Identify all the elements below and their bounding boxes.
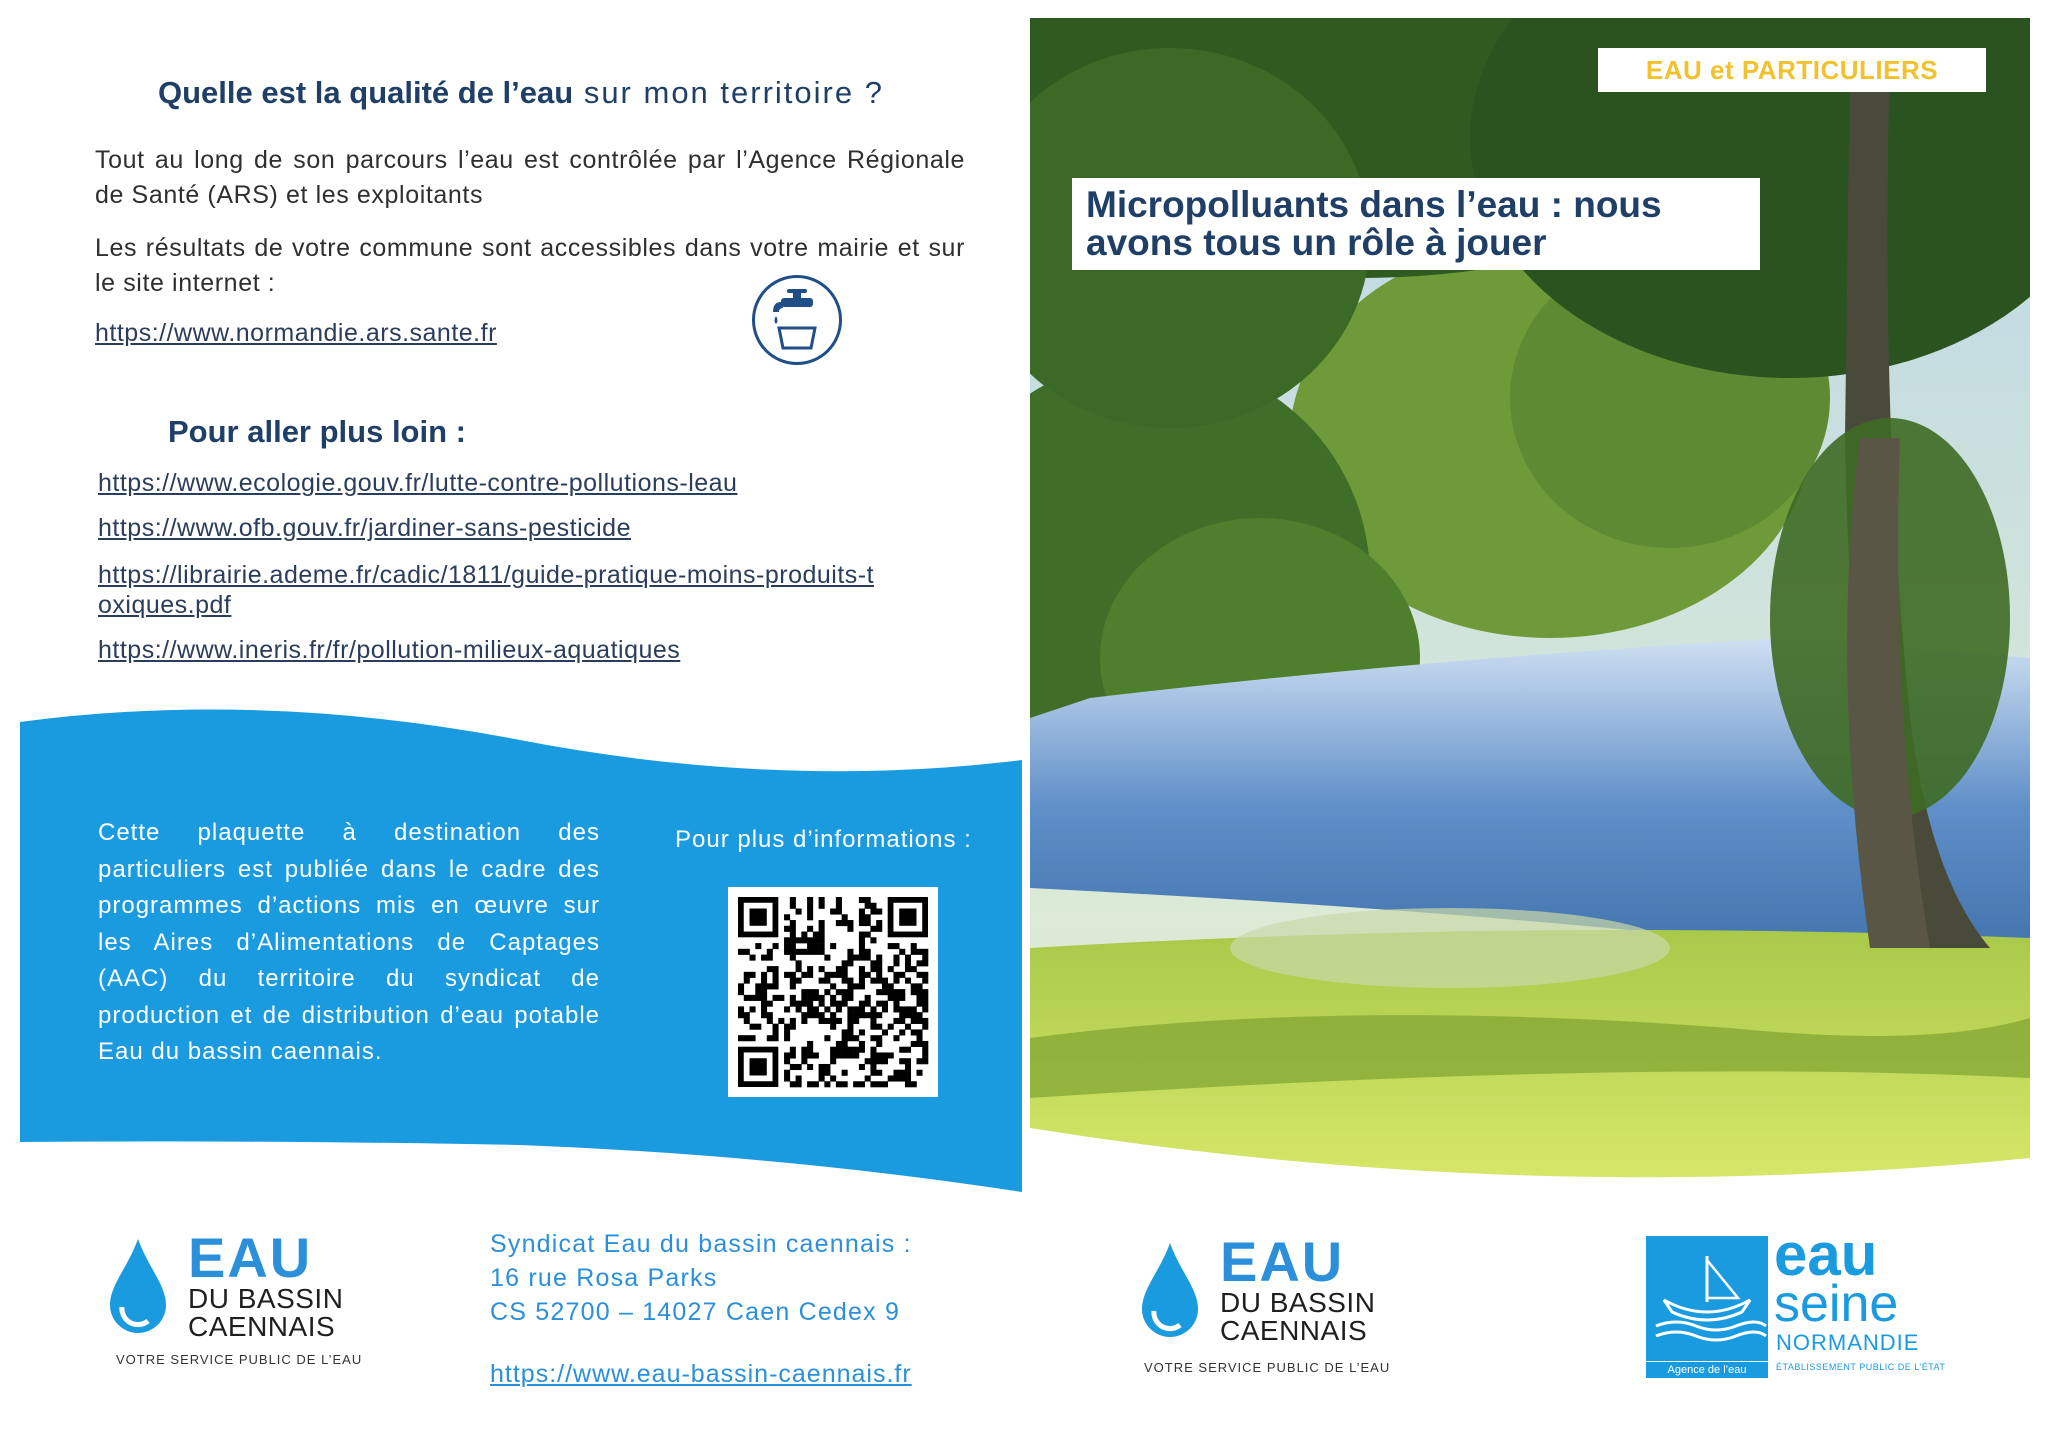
quality-heading-rest: sur mon territoire ? <box>573 75 884 110</box>
address-line1: Syndicat Eau du bassin caennais : <box>490 1230 912 1258</box>
further-heading: Pour aller plus loin : <box>168 414 466 449</box>
eau-seine-normandie-logo <box>1646 1221 1946 1381</box>
eau-bassin-caennais-logo <box>108 1226 428 1372</box>
more-info-label: Pour plus d’informations : <box>675 826 972 853</box>
address-line2: 16 rue Rosa Parks <box>490 1264 718 1292</box>
ars-link[interactable]: https://www.normandie.ars.sante.fr <box>95 319 497 347</box>
logo-eau-text: EAU <box>1220 1230 1345 1293</box>
results-paragraph: Les résultats de votre commune sont accessibles dans votre mairie et sur le site internet : <box>95 234 965 297</box>
logo-tagline: VOTRE SERVICE PUBLIC DE L’EAU <box>1144 1360 1391 1375</box>
cover-title <box>1072 178 1760 270</box>
ineris-link[interactable]: https://www.ineris.fr/fr/pollution-milieux-aquatiques <box>98 636 681 664</box>
logo-line2: DU BASSIN <box>1220 1287 1376 1318</box>
quality-heading <box>158 75 988 111</box>
esn-seine: seine <box>1774 1275 1899 1333</box>
esn-etab: ÉTABLISSEMENT PUBLIC DE L’ÉTAT <box>1776 1362 1946 1372</box>
water-drop-icon <box>108 1237 168 1337</box>
cover-title-line2: avons tous un rôle à jouer <box>1086 222 1547 263</box>
logo-eau-text: EAU <box>188 1226 313 1289</box>
water-tap-icon <box>752 275 842 365</box>
logo-line2: DU BASSIN <box>188 1283 344 1314</box>
address-line3: CS 52700 – 14027 Caen Cedex 9 <box>490 1298 901 1326</box>
agence-label: Agence de l’eau <box>1646 1362 1768 1378</box>
eau-bassin-caennais-logo-cover <box>1140 1230 1460 1366</box>
cover-photo <box>1030 18 2030 1188</box>
cover-title-line1: Micropolluants dans l’eau : nous <box>1086 184 1662 225</box>
quality-heading-bold: Quelle est la qualité de l’eau <box>158 75 574 110</box>
ofb-link[interactable]: https://www.ofb.gouv.fr/jardiner-sans-pesticide <box>98 514 631 542</box>
water-drop-icon <box>1140 1241 1200 1341</box>
address-block <box>490 1227 912 1329</box>
boat-icon <box>1646 1236 1768 1346</box>
logo-tagline: VOTRE SERVICE PUBLIC DE L’EAU <box>116 1352 363 1367</box>
esn-eau: eau <box>1774 1221 1878 1288</box>
logo-line3: CAENNAIS <box>188 1311 336 1342</box>
esn-normandie: NORMANDIE <box>1776 1330 1920 1355</box>
logo-line3: CAENNAIS <box>1220 1315 1368 1346</box>
brochure-description: Cette plaquette à destination des particuliers est publiée dans le cadre des programmes d’actions mis en œuvre sur les Aires d’Alimentations de Captages (AAC) du territoire du syndicat de production et de distribution d’eau potable Eau du bassin caennais. <box>98 819 600 1065</box>
ademe-link[interactable]: https://librairie.ademe.fr/cadic/1811/guide-pratique-moins-produits-toxiques.pdf <box>98 561 875 619</box>
control-paragraph: Tout au long de son parcours l’eau est contrôlée par l’Agence Régionale de Santé (ARS) et les exploitants <box>95 146 965 209</box>
boat-emblem <box>1646 1236 1768 1361</box>
ecologie-link[interactable]: https://www.ecologie.gouv.fr/lutte-contre-pollutions-leau <box>98 469 738 497</box>
audience-tag: EAU et PARTICULIERS <box>1598 48 1986 92</box>
qr-code[interactable] <box>728 887 938 1097</box>
website-link[interactable]: https://www.eau-bassin-caennais.fr <box>490 1360 912 1388</box>
